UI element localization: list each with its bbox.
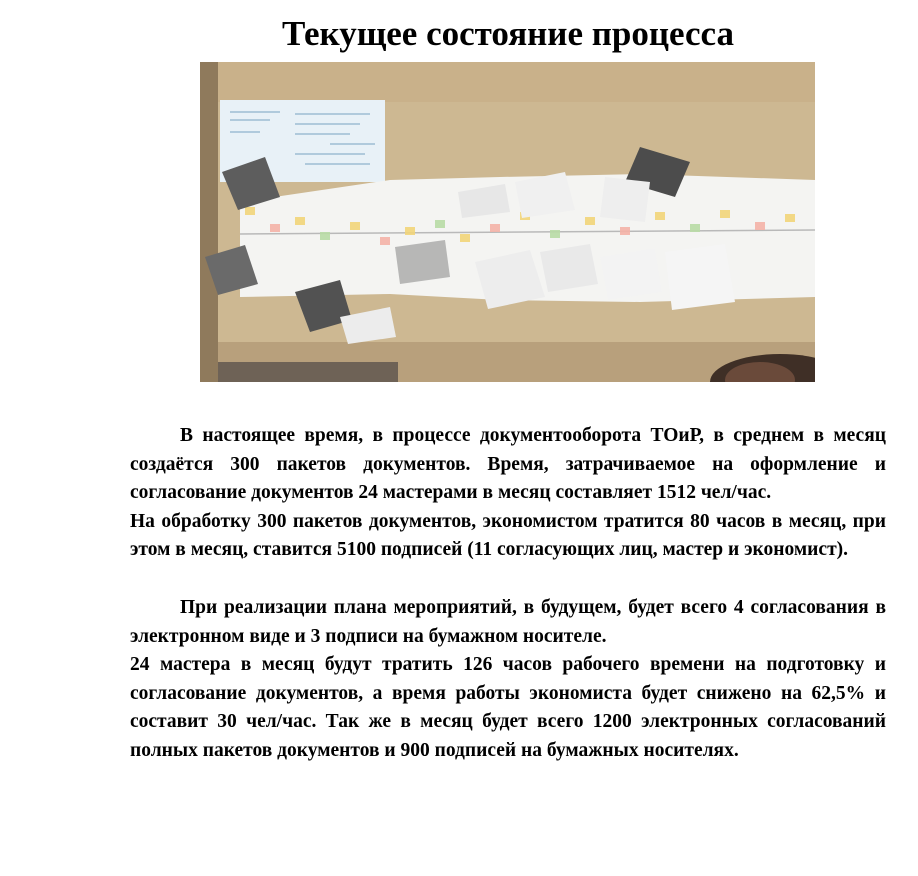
paragraph-future-metrics: 24 мастера в месяц будут тратить 126 часов рабочего времени на подготовку и согласование документов, а время работы экономиста будет снижено на 62,5% и составит 30 чел/час. Так же в месяц будет всего 1200 электронных согласований полных пакетов документов и 900 подписей на бумажных носителях. <box>130 654 886 761</box>
paragraph-economist-processing: На обработку 300 пакетов документов, экономистом тратится 80 часов в месяц, при этом в месяц, ставится 5100 подписей (11 согласующих лиц, мастер и экономист). <box>130 510 886 561</box>
page-title: Текущее состояние процесса <box>281 14 735 53</box>
process-map-photo <box>200 62 815 382</box>
body-text <box>130 422 886 766</box>
paragraph-current-state: В настоящее время, в процессе документооборота ТОиР, в среднем в месяц создаётся 300 пакетов документов. Время, затрачиваемое на оформление и согласование документов 24 мастерами в месяц составляет 1512 чел/час. <box>130 425 886 504</box>
paragraph-future-plan: При реализации плана мероприятий, в будущем, будет всего 4 согласования в электронном виде и 3 подписи на бумажном носителе. <box>130 596 886 647</box>
